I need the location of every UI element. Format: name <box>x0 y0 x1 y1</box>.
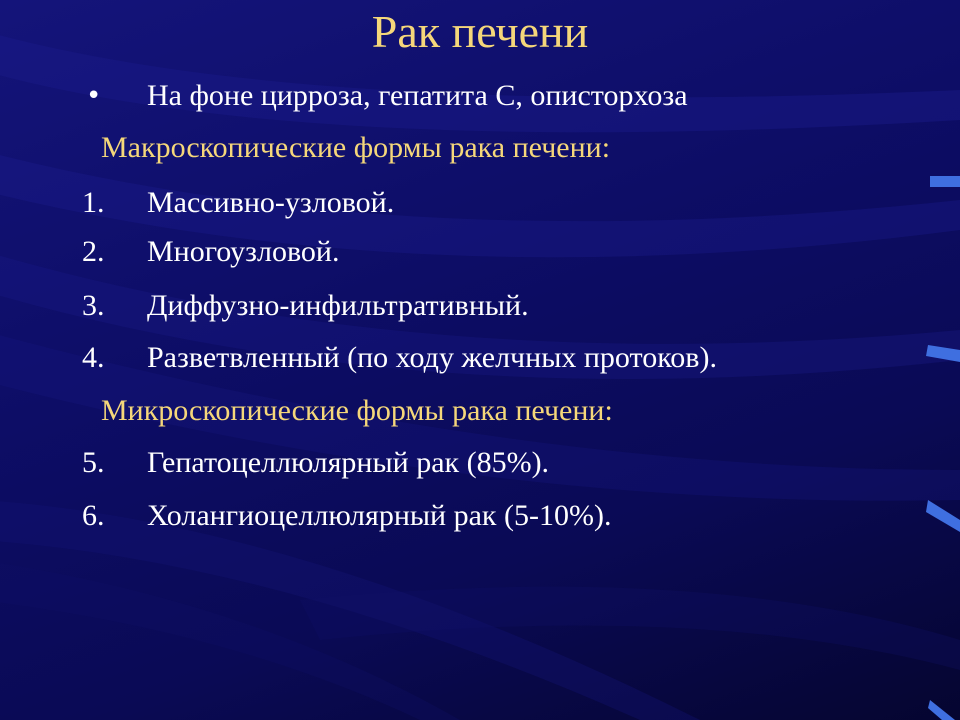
list-text: Диффузно-инфильтративный. <box>147 289 529 322</box>
list-number: 4. <box>82 341 105 374</box>
accent-mark <box>930 176 960 187</box>
list-number: 6. <box>82 499 105 532</box>
list-text: Гепатоцеллюлярный рак (85%). <box>147 446 550 479</box>
list-text: Разветвленный (по ходу желчных протоков). <box>147 341 717 374</box>
list-text: Массивно-узловой. <box>147 186 395 219</box>
accent-mark <box>928 700 955 720</box>
list-number: 5. <box>82 446 105 479</box>
list-text: Холангиоцеллюлярный рак (5-10%). <box>147 499 612 532</box>
list-text: Многоузловой. <box>147 235 340 268</box>
list-number: 3. <box>82 289 105 322</box>
list-number: 1. <box>82 186 105 219</box>
list-number: 2. <box>82 235 105 268</box>
macro-heading: Макроскопические формы рака печени: <box>101 131 611 164</box>
intro-text: На фоне цирроза, гепатита С, описторхоза <box>147 79 688 112</box>
micro-heading: Микроскопические формы рака печени: <box>101 394 613 427</box>
accent-mark <box>926 500 960 532</box>
slide-title: Рак печени <box>371 6 589 57</box>
bullet-icon: • <box>86 81 102 111</box>
